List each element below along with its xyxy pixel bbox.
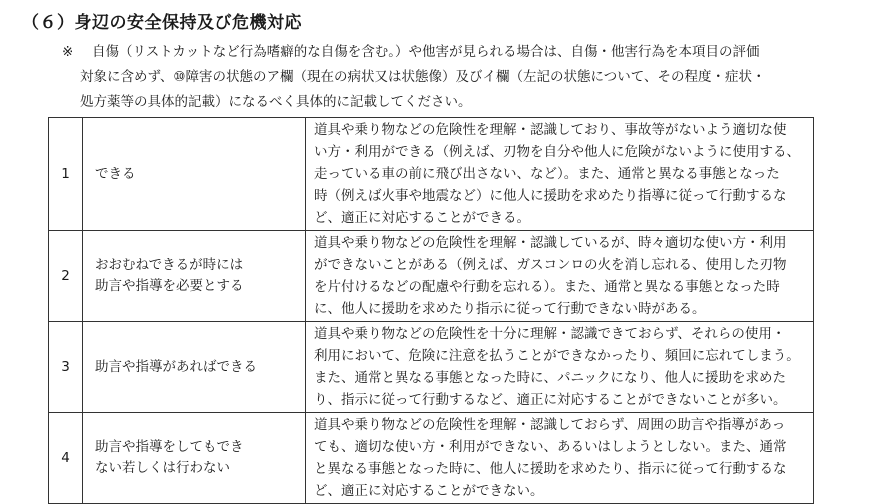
note-line: 対象に含めず、⑩障害の状態のア欄（現在の病状又は状態像）及びイ欄（左記の状態について、その程度・症状・ [80, 69, 766, 85]
assessment-table [48, 117, 814, 504]
row-number: 3 [49, 322, 83, 413]
row-level-label [83, 118, 306, 231]
row-level-label [83, 231, 306, 322]
row-number: 1 [49, 118, 83, 231]
desc-line: 利用において、危険に注意を払うことができなかったり、頻回に忘れてしまう。 [314, 348, 800, 364]
desc-line: を片付けるなどの配慮や行動を忘れる）。また、通常と異なる事態となった時 [314, 279, 780, 295]
desc-line: り、指示に従って行動するなど、適正に対応することができないことが多い。 [314, 392, 787, 408]
desc-line: 道具や乗り物などの危険性を理解・認識しておらず、周囲の助言や指導があっ [314, 417, 786, 433]
table-row [49, 118, 814, 231]
desc-line: ど、適正に対応することができる。 [314, 210, 530, 226]
label-line: 助言や指導があればできる [95, 358, 257, 375]
desc-line: ど、適正に対応することができない。 [314, 483, 544, 499]
row-description [306, 322, 814, 413]
row-description [306, 118, 814, 231]
row-level-label [83, 413, 306, 504]
table-row [49, 413, 814, 504]
desc-line: 時（例えば火事や地震など）に他人に援助を求めたり指導に従って行動するな [314, 188, 787, 204]
row-level-label [83, 322, 306, 413]
desc-line: 道具や乗り物などの危険性を十分に理解・認識できておらず、それらの使用・ [314, 326, 786, 342]
label-line: 助言や指導を必要とする [95, 278, 244, 294]
table-row [49, 231, 814, 322]
label-line: できる [95, 165, 136, 182]
desc-line: 走っている車の前に飛び出さない、など）。また、通常と異なる事態となった [314, 166, 780, 182]
desc-line: 道具や乗り物などの危険性を理解・認識しているが、時々適切な使い方・利用 [314, 235, 787, 251]
desc-line: 道具や乗り物などの危険性を理解・認識しており、事故等がないよう適切な使 [314, 122, 787, 138]
note-line: 自傷（リストカットなど行為嗜癖的な自傷を含む。）や他害が見られる場合は、自傷・他害行為を本項目の評価 [92, 44, 760, 60]
note-block [62, 40, 832, 115]
row-number: 4 [49, 413, 83, 504]
desc-line: ても、適切な使い方・利用ができない、あるいはしようとしない。また、通常 [314, 439, 787, 455]
note-mark: ※ [62, 44, 74, 60]
label-line: ない若しくは行わない [95, 460, 230, 476]
note-line: 処方薬等の具体的記載）になるべく具体的に記載してください。 [80, 94, 472, 110]
section-title: （６）身辺の安全保持及び危機対応 [22, 13, 302, 33]
row-description [306, 231, 814, 322]
desc-line: ができないことがある（例えば、ガスコンロの火を消し忘れる、使用した刃物 [314, 257, 787, 273]
desc-line: い方・利用ができる（例えば、刃物を自分や他人に危険がないように使用する、 [314, 144, 800, 160]
label-line: 助言や指導をしてもでき [95, 439, 244, 455]
row-description [306, 413, 814, 504]
desc-line: と異なる事態となった時に、他人に援助を求めたり、指示に従って行動するな [314, 461, 787, 477]
desc-line: また、通常と異なる事態となった時に、パニックになり、他人に援助を求めた [314, 370, 786, 386]
table-row [49, 322, 814, 413]
label-line: おおむねできるが時には [95, 257, 244, 273]
desc-line: に、他人に援助を求めたり指示に従って行動できない時がある。 [314, 301, 706, 317]
row-number: 2 [49, 231, 83, 322]
